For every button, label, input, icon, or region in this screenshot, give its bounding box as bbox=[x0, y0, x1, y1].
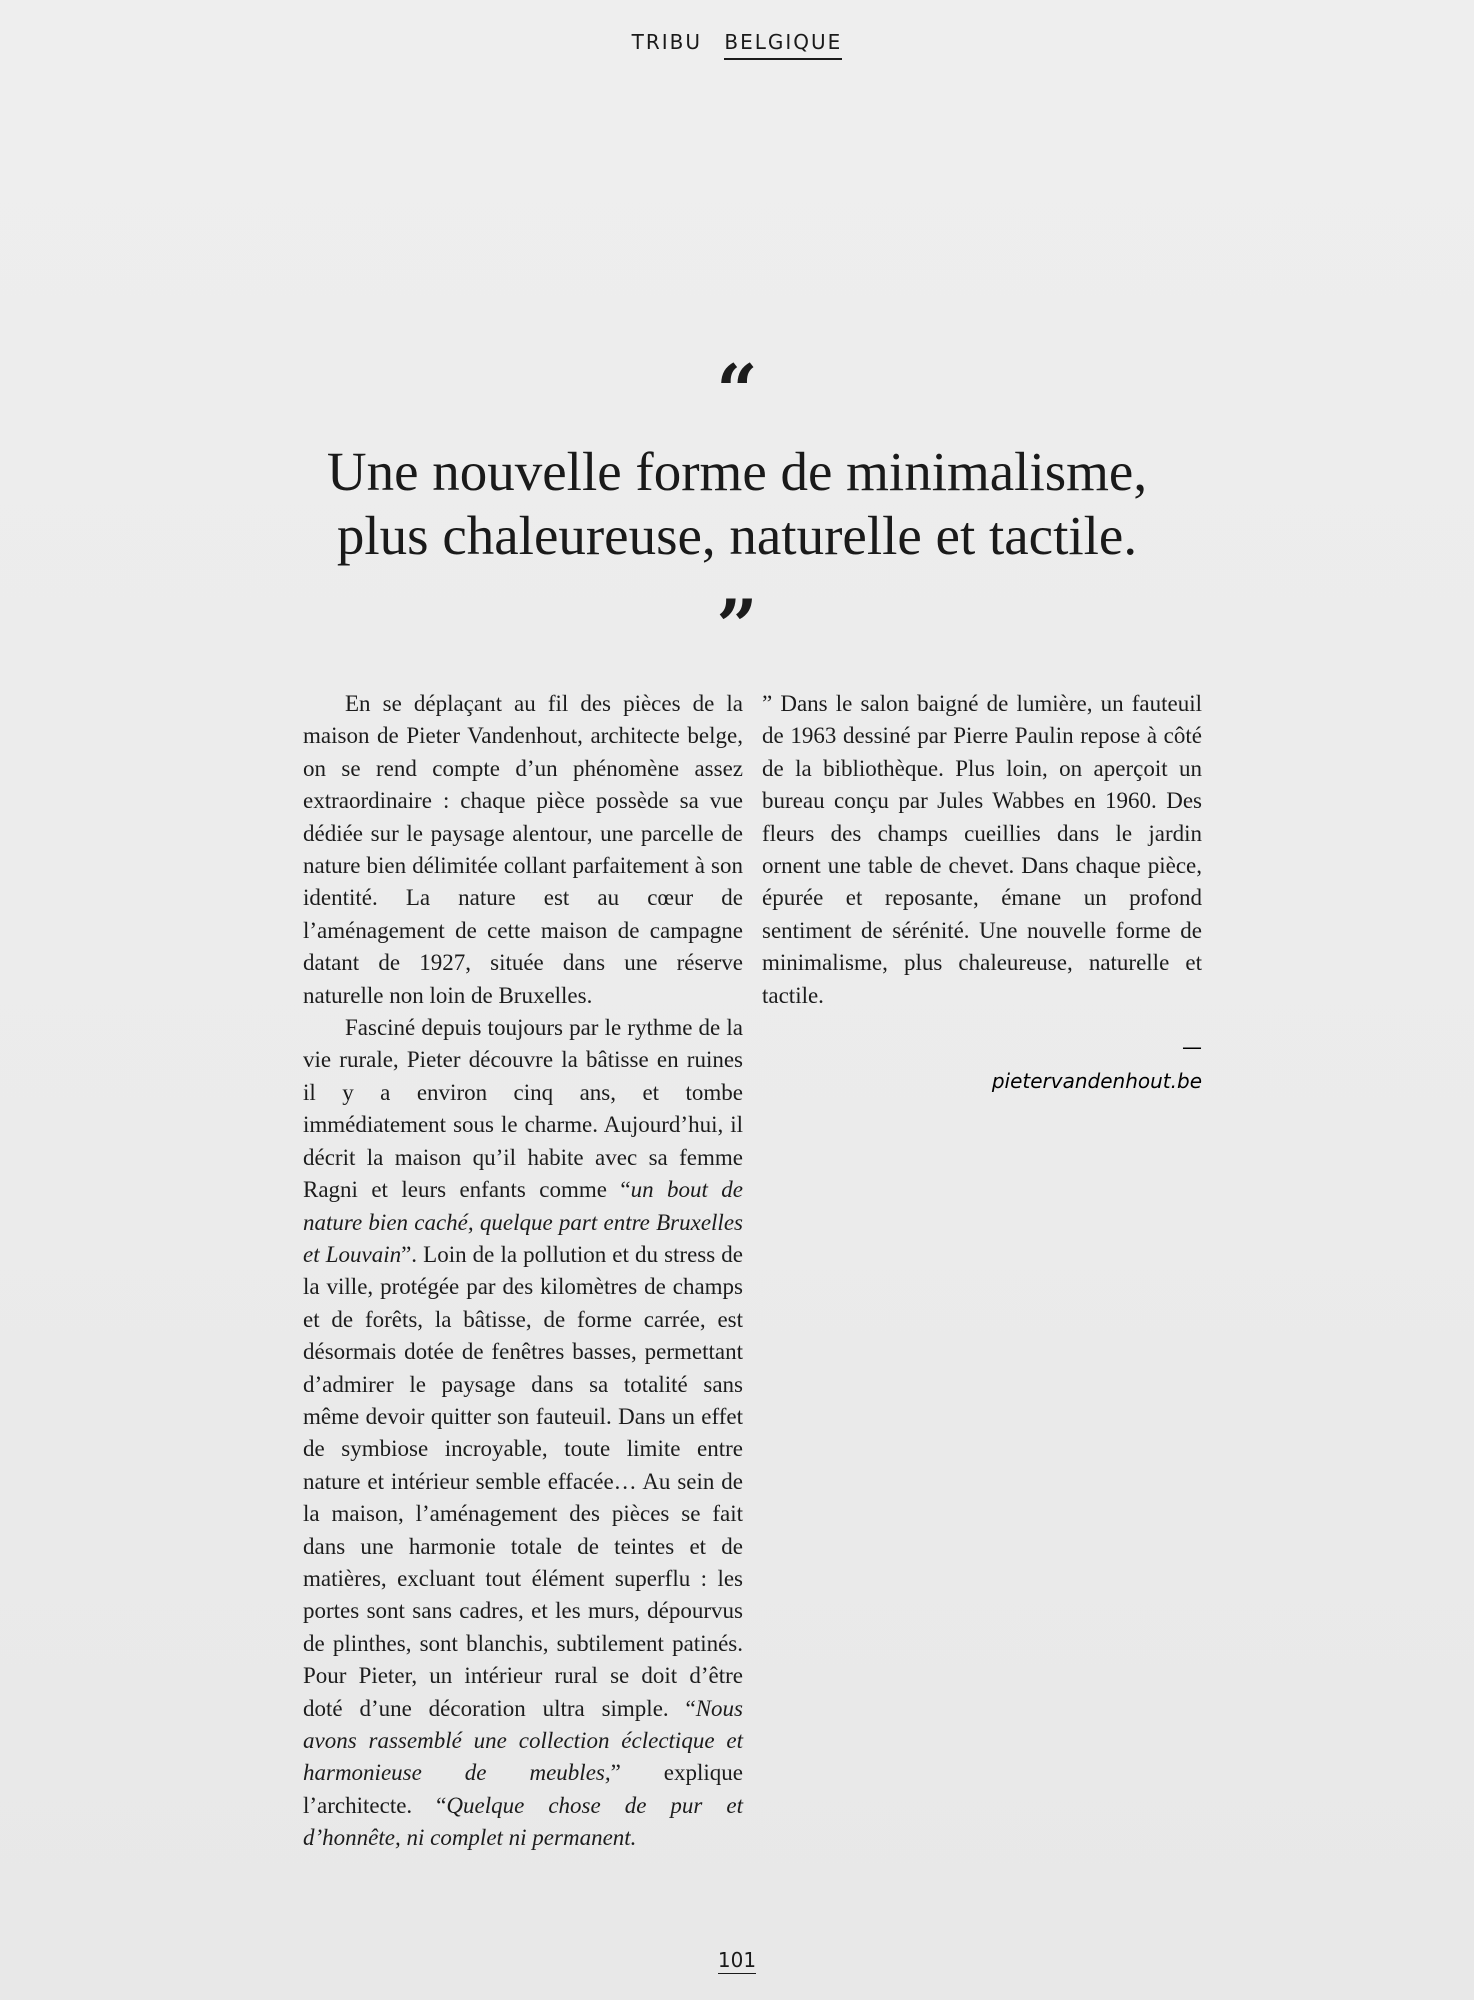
paragraph-1: En se déplaçant au fil des pièces de la maison de Pieter Vandenhout, architecte belge, on se rend compte d’un phénomène assez extraordinaire : chaque pièce possède sa vue dédiée sur le paysage alentour, une parcelle de nature bien délimitée collant parfaitement à son identité. La nature est au cœur de l’aménagement de cette maison de campagne datant de 1927, située dans une réserve naturelle non loin de Bruxelles. bbox=[303, 691, 743, 1008]
paragraph-2-quote-2: Nous avons rassemblé une collection éclectique et harmonieuse de meubles, bbox=[303, 1695, 743, 1786]
paragraph-2-text-c: ” explique l’architecte. “ bbox=[303, 1760, 743, 1818]
paragraph-2-text-a: Fasciné depuis toujours par le rythme de la vie rurale, Pieter découvre la bâtisse en ruines il y a environ cinq ans, et tombe immédiatement sous le charme. Aujourd’hui, il décrit la maison qu’il habite avec sa femme Ragni et leurs enfants comme “ bbox=[303, 1015, 743, 1203]
pull-quote-line-1: Une nouvelle forme de minimalisme, bbox=[326, 441, 1148, 502]
paragraph-2-text-d: ” Dans le salon baigné de lumière, un fauteuil de 1963 dessiné par Pierre Paulin repose à côté de la bibliothèque. Plus loin, on aperçoit un bureau conçu par Jules Wabbes en 1960. Des fleurs des champs cueillies dans le jardin ornent une table de chevet. Dans chaque pièce, épurée et reposante, émane un profond sentiment de sérénité. Une nouvelle forme de minimalisme, plus chaleureuse, naturelle et tactile. bbox=[762, 691, 1202, 1008]
article-body bbox=[300, 688, 1202, 1851]
website-link[interactable]: pietervandenhout.be bbox=[991, 1069, 1202, 1093]
signoff-dash: — bbox=[1182, 1035, 1202, 1059]
paragraph-2-quote-3: Quelque chose de pur et d’honnête, ni complet ni permanent. bbox=[303, 1792, 743, 1851]
country-label: BELGIQUE bbox=[724, 30, 842, 60]
close-quote-mark: ” bbox=[716, 583, 758, 668]
open-quote-mark: “ bbox=[716, 348, 758, 433]
section-header bbox=[0, 30, 1474, 54]
section-label: TRIBU bbox=[631, 30, 703, 54]
paragraph-2-text-b: ”. Loin de la pollution et du stress de la ville, protégée par des kilomètres de champs et de forêts, la bâtisse, de forme carrée, est désormais dotée de fenêtres basses, permettant d’admirer le paysage dans sa totalité sans même devoir quitter son fauteuil. Dans un effet de symbiose incroyable, toute limite entre nature et intérieur semble effacée… Au sein de la maison, l’aménagement des pièces se fait dans une harmonie totale de teintes et de matières, excluant tout élément superflu : les portes sont sans cadres, et les murs, dépourvus de plinthes, sont blanchis, subtilement patinés. Pour Pieter, un intérieur rural se doit d’être doté d’une décoration ultra simple. “ bbox=[303, 1241, 743, 1721]
article-signoff bbox=[762, 1032, 1202, 1096]
paragraph-2-quote: un bout de nature bien caché, quelque part entre Bruxelles et Louvain bbox=[303, 1177, 743, 1267]
pull-quote bbox=[200, 440, 1274, 568]
paragraph-2 bbox=[303, 1012, 743, 1855]
article-column-left bbox=[303, 688, 743, 1855]
pull-quote-line-2: plus chaleureuse, naturelle et tactile. bbox=[336, 505, 1138, 566]
page-number bbox=[0, 1948, 1474, 1972]
page-number-text: 101 bbox=[717, 1948, 757, 1972]
paragraph-2-continued bbox=[762, 688, 1202, 1012]
article-column-right bbox=[762, 688, 1202, 1012]
